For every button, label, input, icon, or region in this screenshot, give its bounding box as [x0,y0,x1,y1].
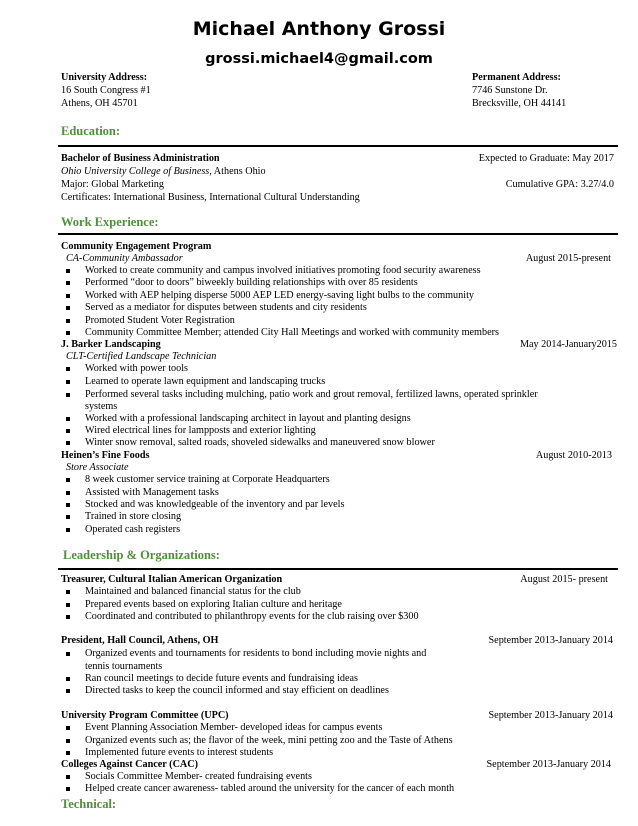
education-heading: Education: [61,124,121,138]
list-item: 8 week customer service training at Corporate Headquarters [85,474,330,485]
degree: Bachelor of Business Administration [61,153,220,164]
job-org: Community Engagement Program [61,241,212,252]
list-item: Winter snow removal, salted roads, shoveled sidewalks and maneuvered snow blower [85,437,435,448]
list-item: Ran council meetings to decide future events and fundraising ideas [85,673,358,684]
list-item: Assisted with Management tasks [85,487,219,498]
permanent-address-line2: Brecksville, OH 44141 [472,98,567,109]
list-item: Organized events and tournaments for residents to bond including movie nights and [85,648,427,659]
permanent-address-label: Permanent Address: [472,72,561,83]
list-item: Socials Committee Member- created fundraising events [85,771,312,782]
job-org: J. Barker Landscaping [61,339,161,350]
list-item: Served as a mediator for disputes between students and city residents [85,302,367,313]
org-dates: August 2015- present [520,574,608,585]
job-org: Heinen’s Fine Foods [61,450,150,461]
list-item: Performed several tasks including mulching, patio work and grout removal, fertilized lawns, operated sprinkler [85,389,538,400]
list-item: Learned to operate lawn equipment and landscaping trucks [85,376,326,387]
university-address-label: University Address: [61,72,148,83]
org-title: Treasurer, Cultural Italian American Organization [61,574,283,585]
university-address-line1: 16 South Congress #1 [61,85,151,96]
list-item-continuation: systems [85,401,118,412]
list-item: Coordinated and contributed to philanthropy events for the club raising over $300 [85,611,419,622]
org-title: President, Hall Council, Athens, OH [61,635,219,646]
education-divider [58,145,618,147]
list-item: Worked to create community and campus involved initiatives promoting food security awareness [85,265,481,276]
gpa: Cumulative GPA: 3.27/4.0 [505,179,614,190]
leadership-divider [58,568,618,570]
org-title: University Program Committee (UPC) [61,710,229,721]
college-location: Athens Ohio [211,166,266,177]
org-dates: September 2013-January 2014 [488,635,613,646]
list-item: Operated cash registers [85,524,181,535]
university-address-line2: Athens, OH 45701 [61,98,138,109]
job-dates: August 2015-present [525,253,611,264]
list-item: Community Committee Member; attended City Hall Meetings and worked with community members [85,327,499,338]
list-item: Maintained and balanced financial status for the club [85,586,301,597]
list-item: Directed tasks to keep the council informed and stay efficient on deadlines [85,685,389,696]
list-item-continuation: tennis tournaments [85,661,163,672]
list-item: Worked with power tools [85,363,189,374]
list-item: Trained in store closing [85,511,182,522]
resume-name: Michael Anthony Grossi [192,18,446,40]
resume-email: grossi.michael4@gmail.com [205,51,433,67]
certificates: Certificates: International Business, International Cultural Understanding [61,192,360,203]
permanent-address-line1: 7746 Sunstone Dr. [472,85,548,96]
job-dates: May 2014-January2015 [519,339,617,350]
leadership-heading: Leadership & Organizations: [63,548,220,562]
job-dates: August 2010-2013 [535,450,612,461]
list-item: Stocked and was knowledgeable of the inventory and par levels [85,499,345,510]
job-title: CLT-Certified Landscape Technician [66,351,217,362]
list-item: Implemented future events to interest students [85,747,274,758]
org-title: Colleges Against Cancer (CAC) [61,759,199,770]
list-item: Wired electrical lines for lampposts and exterior lighting [85,425,316,436]
graduation-date: Expected to Graduate: May 2017 [478,153,614,164]
job-title: CA-Community Ambassador [66,253,183,264]
list-item: Event Planning Association Member- developed ideas for campus events [85,722,383,733]
list-item: Promoted Student Voter Registration [85,315,235,326]
list-item: Worked with AEP helping disperse 5000 AEP LED energy-saving light bulbs to the community [85,290,474,301]
work-heading: Work Experience: [61,215,159,229]
technical-heading: Technical: [61,797,117,811]
list-item: Worked with a professional landscaping architect in layout and planting designs [85,413,411,424]
org-dates: September 2013-January 2014 [486,759,611,770]
list-item: Organized events such as; the flavor of the week, mini petting zoo and the Taste of Athens [85,735,453,746]
college-line [61,166,266,179]
list-item: Prepared events based on exploring Italian culture and heritage [85,599,342,610]
job-title: Store Associate [66,462,129,473]
list-item: Helped create cancer awareness- tabled around the university for the cancer of each month [85,783,455,794]
work-divider [58,233,618,235]
org-dates: September 2013-January 2014 [488,710,613,721]
major: Major: Global Marketing [61,179,164,190]
list-item: Performed “door to doors” biweekly building relationships with over 85 residents [85,277,418,288]
college-name: Ohio University College of Business, [61,166,212,177]
